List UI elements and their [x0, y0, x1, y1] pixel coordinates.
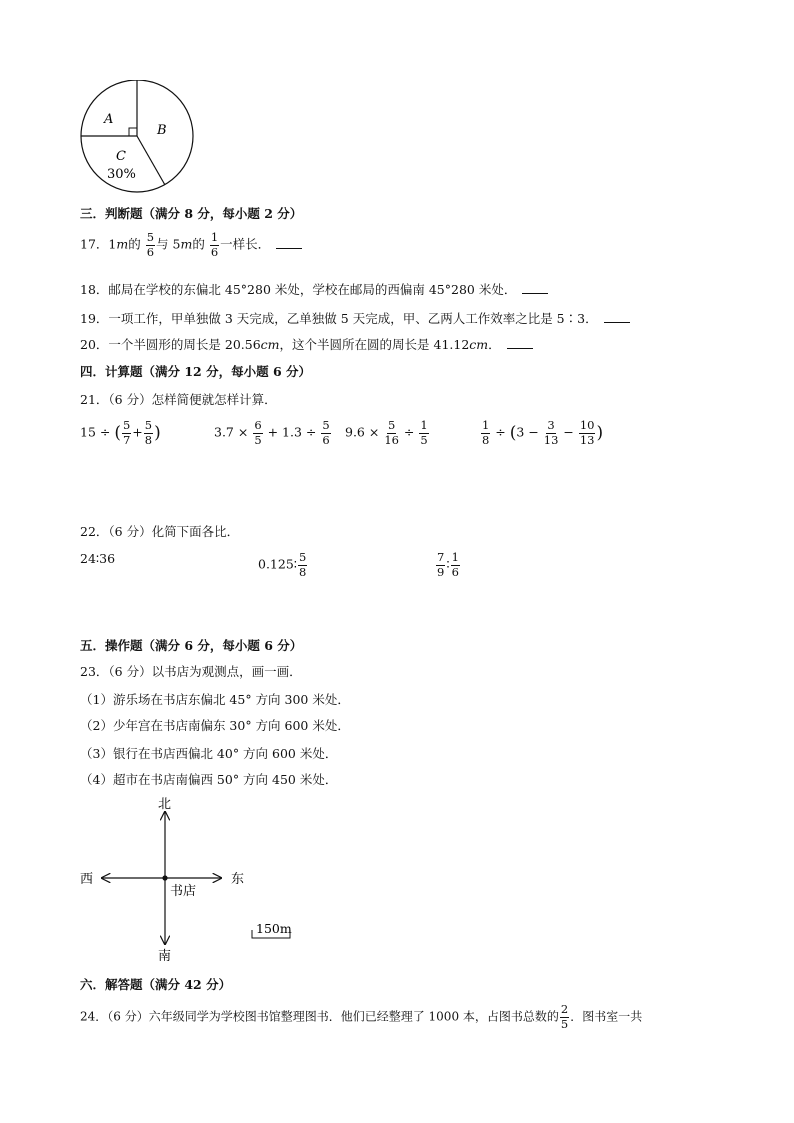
q21-e1-fraction-2: $\frac{5}{8}$: [144, 418, 153, 447]
label-south: 南: [158, 949, 172, 964]
q21-expression-3: 9.6 × $\frac{5}{16}$ ÷ $\frac{1}{5}$: [345, 418, 428, 447]
question-22: 22．（6 分）化简下面各比．: [80, 524, 240, 539]
q17-fraction-2: $\frac{1}{6}$: [210, 230, 219, 259]
q21-e2-fraction-1: $\frac{6}{5}$: [254, 418, 262, 447]
q23-item-1: （1）游乐场在书店东偏北 45° 方向 300 米处．: [80, 692, 350, 707]
q17-text-1: 1: [108, 236, 117, 252]
question-20: [80, 335, 533, 353]
q21-expression-2: 3.7 × $\frac{6}{5}$ + 1.3 ÷ $\frac{5}{6}$: [214, 418, 330, 447]
q22-ratio-2: 0.125∶ $\frac{5}{8}$: [258, 550, 307, 579]
q19-text: 19．一项工作，甲单独做 3 天完成，乙单独做 5 天完成，甲、乙两人工作效率之比是 5∶3．: [80, 311, 598, 326]
q20-unit-2: cm: [469, 337, 489, 352]
q20-text-2: ，这个半圆所在圆的周长是 41.12: [279, 337, 470, 352]
question-21: 21．（6 分）怎样简便就怎样计算．: [80, 392, 277, 407]
q24-text-1: 24．（6 分）六年级同学为学校图书馆整理图书．他们已经整理了 1000 本，占图书总数的: [80, 1009, 559, 1024]
section-3-title: 三．判断题（满分 8 分，每小题 2 分）: [80, 206, 303, 221]
q22-r2-fraction: $\frac{5}{8}$: [299, 550, 307, 579]
label-east: 东: [231, 872, 245, 887]
q20-text-1: 20．一个半圆形的周长是 20.56: [80, 337, 261, 352]
q24-fraction: $\frac{2}{5}$: [560, 1002, 569, 1031]
q17-text-4: 的: [192, 236, 205, 252]
pie-divider-bottom: [137, 136, 165, 185]
q17-fraction-1: $\frac{5}{6}$: [146, 230, 155, 259]
label-west: 西: [80, 872, 94, 887]
q21-expression-4: $\frac{1}{8}$ ÷ (3 − $\frac{3}{13}$ − $\frac{10}{13}$ ): [482, 418, 604, 447]
q20-unit-1: cm: [260, 337, 280, 352]
q21-e1-fraction-1: $\frac{5}{7}$: [122, 418, 131, 447]
q17-text-5: 一样长．: [220, 236, 271, 252]
q21-e4-fraction-1: $\frac{1}{8}$: [482, 418, 490, 447]
q22-r3-fraction-2: $\frac{1}{6}$: [451, 550, 459, 579]
q22-r3-fraction-1: $\frac{7}{9}$: [437, 550, 445, 579]
question-24: [80, 1004, 642, 1030]
q17-unit-1: m: [116, 236, 129, 252]
pie-label-a: A: [104, 112, 114, 127]
q17-number: 17．: [80, 236, 109, 252]
bookstore-point: [162, 875, 167, 880]
q21-e3-fraction-1: $\frac{5}{16}$: [384, 418, 399, 447]
q21-expression-1: 15 ÷ ( $\frac{5}{7}$ + $\frac{5}{8}$ ): [80, 418, 161, 447]
q20-text-3: ．: [488, 337, 501, 352]
q21-e4-fraction-2: $\frac{3}{13}$: [543, 418, 559, 447]
q21-e4-fraction-3: $\frac{10}{13}$: [579, 418, 595, 447]
pie-percent-c: 30%: [107, 167, 136, 182]
q18-text: 18．邮局在学校的东偏北 45°280 米处，学校在邮局的西偏南 45°280 米处．: [80, 282, 517, 297]
compass-diagram[interactable]: [76, 792, 306, 968]
q17-answer-blank[interactable]: [276, 238, 302, 249]
q19-answer-blank[interactable]: [604, 312, 630, 323]
pie-figure: [76, 80, 200, 196]
q24-text-2: ．图书室一共: [570, 1009, 643, 1024]
label-bookstore: 书店: [170, 884, 197, 899]
q18-answer-blank[interactable]: [522, 283, 548, 294]
question-23: 23．（6 分）以书店为观测点，画一画．: [80, 664, 302, 679]
scale-label: 150m: [256, 921, 292, 936]
q17-text-3: 与 5: [156, 236, 181, 252]
pie-label-b: B: [157, 123, 167, 138]
q21-e2-fraction-2: $\frac{5}{6}$: [322, 418, 330, 447]
q23-item-4: （4）超市在书店南偏西 50° 方向 450 米处．: [80, 772, 338, 787]
section-6-title: 六．解答题（满分 42 分）: [80, 977, 232, 992]
question-17: [80, 232, 302, 258]
q20-answer-blank[interactable]: [507, 338, 533, 349]
q17-text-2: 的: [128, 236, 141, 252]
q23-item-3: （3）银行在书店西偏北 40° 方向 600 米处．: [80, 746, 338, 761]
section-4-title: 四．计算题（满分 12 分，每小题 6 分）: [80, 364, 312, 379]
section-5-title: 五．操作题（满分 6 分，每小题 6 分）: [80, 638, 303, 653]
right-angle-mark: [129, 128, 137, 136]
q21-e3-fraction-2: $\frac{1}{5}$: [420, 418, 428, 447]
pie-label-c: C: [116, 149, 126, 164]
q23-item-2: （2）少年宫在书店南偏东 30° 方向 600 米处．: [80, 718, 350, 733]
q17-unit-2: m: [180, 236, 193, 252]
question-18: [80, 280, 548, 298]
q22-ratio-1: 24∶36: [80, 551, 116, 566]
label-north: 北: [158, 797, 172, 812]
question-19: [80, 309, 630, 327]
q22-ratio-3: $\frac{7}{9}$ ∶ $\frac{1}{6}$: [437, 550, 459, 579]
